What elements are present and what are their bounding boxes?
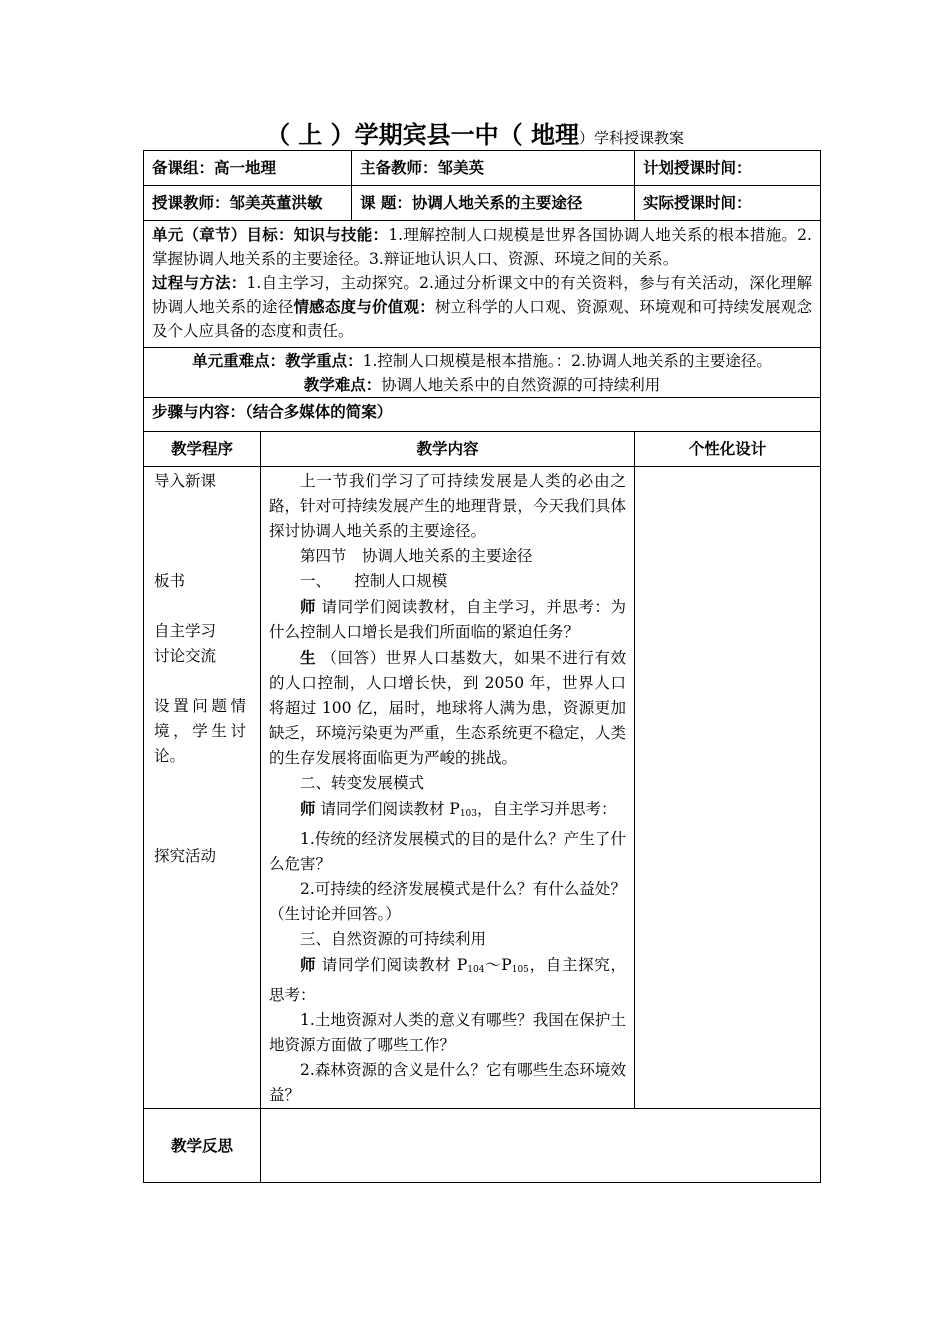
teacher-role-1: 师 (300, 597, 317, 616)
lead-teacher-label: 主备教师： (360, 158, 438, 177)
teacher-prompt-1 (269, 594, 626, 645)
actual-time-label: 实际授课时间： (643, 193, 752, 212)
col-procedure-header: 教学程序 (144, 432, 261, 467)
header-row-1 (144, 151, 821, 186)
steps-cell (144, 398, 821, 432)
topic-cell (352, 186, 635, 221)
header-row-2 (144, 186, 821, 221)
heading-2: 二、转变发展模式 (300, 774, 425, 792)
student-text-1: （回答）世界人口基数大，如果不进行有效的人口控制，人口增长快，到 2050 年，世界人口将超过 100 亿，届时，地球将人满为患，资源更加缺乏，环境污染更为严重，生态系统更不稳定，人类的生存发展将面临更为严峻的挑战。 (269, 649, 626, 767)
objectives-row (144, 221, 821, 348)
prep-group-label: 备课组： (152, 158, 215, 177)
main-body-row (144, 467, 821, 1109)
lead-teacher-value: 邹美英 (437, 158, 485, 177)
reflection-label-cell (144, 1109, 261, 1183)
question-3: 1.土地资源对人类的意义有哪些？我国在保护土地资源方面做了哪些工作？ (269, 1011, 626, 1054)
teacher-role-2: 师 (300, 799, 316, 818)
question-1: 1.传统的经济发展模式的目的是什么？产生了什么危害？ (269, 830, 626, 873)
page-ref-105: 105 (511, 965, 529, 975)
teacher-text-2b: ，自主学习并思考： (477, 800, 617, 818)
teacher-prompt-3 (269, 952, 626, 1008)
difficulty-label: 教学难点： (303, 375, 382, 394)
teacher-text-3mid: ～P (484, 956, 512, 974)
procedure-label-board: 板书 (154, 572, 186, 590)
col-design-header: 个性化设计 (635, 432, 821, 467)
instructor-value: 邹美英董洪敏 (229, 193, 323, 212)
title-main: （ 上 ）学期宾县一中（ 地理 (265, 120, 580, 149)
lesson-plan-table (143, 150, 821, 1183)
focus-text: 1.控制人口规模是根本措施。：2.协调人地关系的主要途径。 (362, 352, 772, 370)
knowledge-text: 1.理解控制人口规模是世界各国协调人地关系的根本措施。2.掌握协调人地关系的主要途径。3.辩证地认识人口、资源、环境之间的关系。 (152, 226, 812, 268)
prep-group-cell (144, 151, 352, 186)
emotion-label: 情感态度与价值观： (293, 297, 435, 316)
topic-label: 课 题： (360, 193, 412, 212)
student-answer-1 (269, 645, 626, 771)
reflection-content-cell (261, 1109, 821, 1183)
personalized-design-cell (635, 467, 821, 1109)
procedure-label-questions: 设置问题情境，学生讨论。 (154, 697, 246, 765)
reflection-row (144, 1109, 821, 1183)
key-points-row (144, 348, 821, 398)
instructor-cell (144, 186, 352, 221)
procedure-cell (144, 467, 261, 1109)
topic-value: 协调人地关系的主要途径 (411, 193, 583, 212)
document-title (0, 120, 950, 153)
procedure-label-self-study: 自主学习 (154, 622, 217, 640)
teacher-text-1: 请同学们阅读教材，自主学习，并思考：为什么控制人口增长是我们所面临的紧迫任务？ (269, 598, 626, 641)
planned-time-cell (635, 151, 821, 186)
teacher-prompt-2 (269, 796, 626, 827)
procedure-label-discussion: 讨论交流 (154, 647, 217, 665)
steps-label: 步骤与内容：（结合多媒体的简案） (152, 402, 393, 421)
intro-paragraph: 上一节我们学习了可持续发展是人类的必由之路，针对可持续发展产生的地理背景，今天我们具体探讨协调人地关系的主要途径。 (269, 472, 626, 540)
planned-time-label: 计划授课时间： (643, 158, 752, 177)
question-4: 2.森林资源的含义是什么？它有哪些生态环境效益？ (269, 1061, 626, 1104)
question-2: 2.可持续的经济发展模式是什么？有什么益处？（生讨论并回答。） (269, 880, 626, 923)
column-header-row (144, 432, 821, 467)
teacher-text-3a: 请同学们阅读教材 P (321, 956, 468, 974)
reflection-label: 教学反思 (170, 1135, 233, 1155)
knowledge-label: 知识与技能： (293, 225, 389, 244)
page-ref-104: 104 (467, 965, 485, 975)
teacher-text-2a: 请同学们阅读教材 P (320, 800, 460, 818)
key-points-cell (144, 348, 821, 398)
process-label: 过程与方法： (152, 273, 247, 292)
objectives-cell (144, 221, 821, 348)
lead-teacher-cell (352, 151, 635, 186)
instructor-label: 授课教师： (152, 193, 230, 212)
prep-group-value: 高一地理 (214, 158, 277, 177)
focus-label: 教学重点： (285, 351, 363, 370)
difficulty-text: 协调人地关系中的自然资源的可持续利用 (381, 376, 661, 394)
heading-1: 一、 控制人口规模 (300, 572, 448, 590)
heading-3: 三、自然资源的可持续利用 (300, 930, 487, 948)
procedure-label-explore: 探究活动 (154, 847, 217, 865)
emotion-text: 树立科学的人口观、资源观、环境观和可持续发展观念及个人应具备的态度和责任。 (152, 298, 812, 340)
student-role-1: 生 (300, 648, 317, 667)
actual-time-cell (635, 186, 821, 221)
page-ref-103: 103 (459, 809, 477, 819)
content-cell (261, 467, 635, 1109)
process-text: 1.自主学习，主动探究。2.通过分析课文中的有关资料，参与有关活动，深化理解协调人地关系的途径 (152, 274, 812, 316)
unit-objectives-label: 单元（章节）目标： (152, 225, 294, 244)
teacher-role-3: 师 (300, 955, 317, 974)
procedure-label-intro: 导入新课 (154, 472, 217, 490)
col-content-header: 教学内容 (261, 432, 635, 467)
section-title: 第四节 协调人地关系的主要途径 (300, 547, 533, 565)
teacher-text-3b: ，自主探究，思考： (269, 956, 626, 1004)
title-suffix: ）学科授课教案 (579, 129, 685, 147)
steps-row (144, 398, 821, 432)
key-points-label: 单元重难点： (192, 351, 286, 370)
